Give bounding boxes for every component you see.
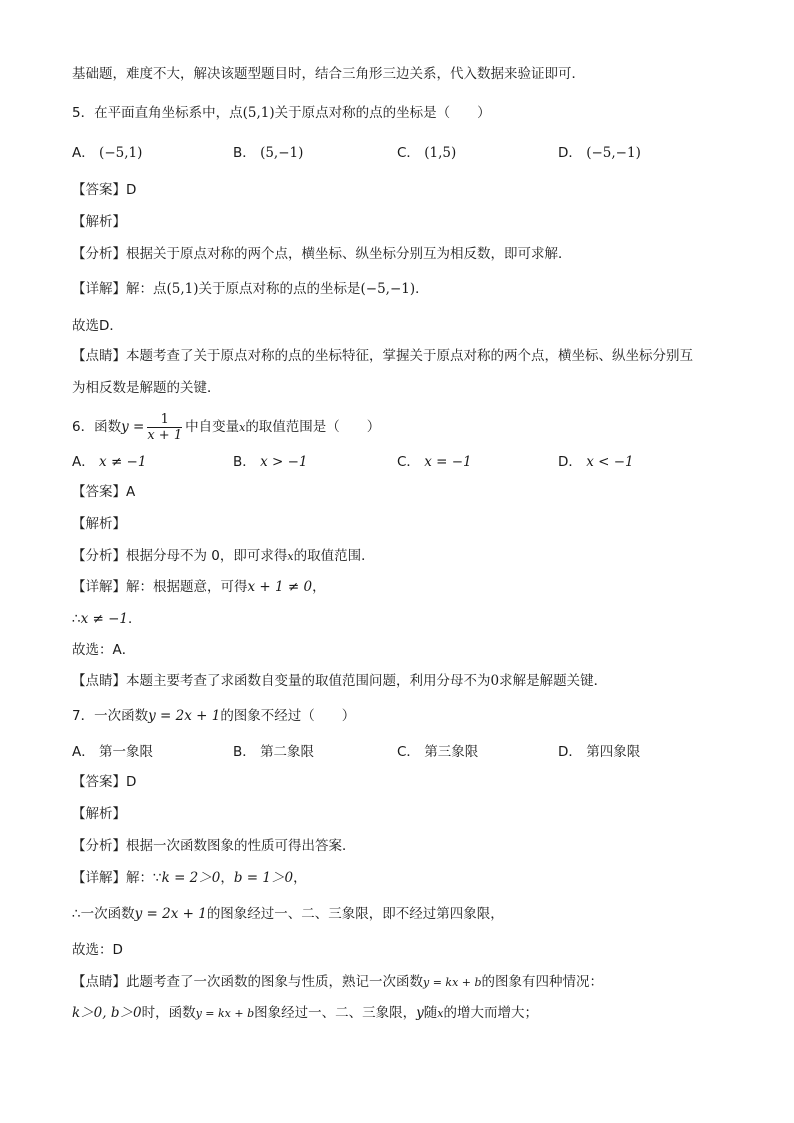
q6-option-d (558, 452, 634, 472)
fraction-numerator: 1 (147, 412, 182, 428)
option-label: C． (397, 454, 420, 470)
xiangjie-text: 解：点 (126, 281, 167, 297)
q7-option-c (397, 742, 478, 762)
q7-stem-start: 7．一次函数 (72, 708, 149, 724)
q6-y-eq: y = (121, 419, 145, 435)
xiangjie-tag: 【详解】 (72, 281, 126, 297)
last-text: 的增大而增大； (443, 1005, 538, 1021)
therefore-math: x ≠ −1 (80, 611, 129, 627)
therefore-end: ． (128, 611, 142, 627)
option-label: A． (72, 145, 95, 161)
q5-answer (72, 180, 136, 200)
option-label: D． (558, 454, 582, 470)
q6-dianjing (72, 671, 607, 691)
fenxi-tag: 【分析】 (72, 246, 126, 262)
q7-last-line (72, 1003, 538, 1024)
option-value: (5,−1) (260, 145, 304, 161)
option-value: (−5,−1) (586, 145, 641, 161)
last-function: y = kx + b (195, 1007, 255, 1020)
option-label: B． (233, 744, 256, 760)
therefore-symbol: ∴ (72, 611, 81, 627)
q6-stem-start: 6．函数 (72, 419, 122, 435)
option-value: x < −1 (586, 454, 634, 470)
xiangjie-text: 解：∵ (126, 870, 162, 886)
q5-xiangjie (72, 279, 429, 299)
q6-therefore (72, 609, 142, 629)
q6-option-c (397, 452, 472, 472)
q6-stem-mid: 中自变量 (185, 419, 240, 435)
fenxi-tag: 【分析】 (72, 548, 126, 564)
option-label: D． (558, 145, 582, 161)
q6-choice: 故选：A． (72, 642, 136, 658)
xiangjie-math: x + 1 ≠ 0 (247, 579, 313, 595)
fenxi-text: 的取值范围． (293, 548, 375, 564)
fenxi-text: 根据一次函数图象的性质可得出答案． (126, 838, 356, 854)
xiangjie-tag: 【详解】 (72, 870, 126, 886)
xiangjie-point: (5,1) (166, 281, 199, 297)
q7-stem-end: 的图象不经过（ ） (220, 708, 356, 724)
q6-analysis-tag: 【解析】 (72, 516, 126, 532)
fenxi-text: 根据关于原点对称的两个点，横坐标、纵坐标分别互为相反数，即可求解． (126, 246, 572, 262)
last-text: 图象经过一、二、三象限， (254, 1005, 417, 1021)
option-value: (1,5) (424, 145, 457, 161)
xiangjie-text: ， (293, 870, 307, 886)
q5-dianjing-cont: 为相反数是解题的关键． (72, 380, 221, 396)
answer-tag: 【答案】 (72, 484, 126, 500)
conclusion-text: 的图象经过一、二、三象限，即不经过第四象限， (206, 906, 504, 922)
xiangjie-tag: 【详解】 (72, 579, 126, 595)
answer-tag: 【答案】 (72, 774, 126, 790)
q7-dianjing (72, 972, 603, 993)
q6-option-a (72, 452, 146, 472)
xiangjie-result: (−5,−1) (360, 281, 416, 297)
answer-value: D (126, 774, 137, 790)
dianjing-tag: 【点睛】 (72, 348, 126, 364)
dianjing-tag: 【点睛】 (72, 673, 126, 689)
dianjing-text: 此题考查了一次函数的图象与性质，熟记一次函数 (126, 974, 423, 990)
q5-option-b (233, 143, 303, 163)
xiangjie-text: 解：根据题意，可得 (126, 579, 248, 595)
q5-stem-start: 5．在平面直角坐标系中，点 (72, 105, 243, 121)
last-text: 随 (423, 1005, 438, 1021)
answer-value: A (126, 484, 136, 500)
dianjing-text: 的图象有四种情况： (481, 974, 604, 990)
q5-point: (5,1) (242, 105, 275, 121)
q7-option-b (233, 742, 314, 762)
q7-choice: 故选：D (72, 942, 123, 958)
fenxi-tag: 【分析】 (72, 838, 126, 854)
last-y: y (416, 1005, 424, 1021)
q6-stem (72, 410, 380, 445)
q6-option-b (233, 452, 307, 472)
fenxi-text: 根据分母不为 0，即可求得 (126, 548, 288, 564)
dianjing-text: 本题考查了关于原点对称的点的坐标特征，掌握关于原点对称的两个点，横坐标、纵坐标分别互 (126, 348, 693, 364)
option-label: D． (558, 744, 582, 760)
q7-function: y = 2x + 1 (148, 708, 221, 724)
q7-option-d (558, 742, 640, 762)
option-value: 第一象限 (99, 744, 154, 760)
q5-option-a (72, 143, 142, 163)
q5-dianjing (72, 346, 693, 366)
q5-choice: 故选D． (72, 318, 123, 334)
fenxi-var: x (287, 550, 294, 563)
q6-fraction (147, 412, 182, 443)
xiangjie-text: ， (220, 870, 234, 886)
dianjing-function: y = kx + b (423, 976, 482, 989)
option-value: (−5,1) (99, 145, 143, 161)
q5-option-d (558, 143, 641, 163)
q5-option-c (397, 143, 456, 163)
q6-var: x (239, 421, 246, 434)
dianjing-tag: 【点睛】 (72, 974, 126, 990)
q7-fenxi (72, 836, 356, 856)
xiangjie-k: k = 2＞0 (161, 870, 221, 886)
option-label: B． (233, 145, 256, 161)
q7-xiangjie (72, 868, 307, 888)
dianjing-text: 求解是解题关键． (499, 673, 608, 689)
q5-fenxi (72, 244, 572, 264)
xiangjie-b: b = 1＞0 (233, 870, 294, 886)
option-label: A． (72, 454, 95, 470)
option-label: B． (233, 454, 256, 470)
last-x: x (437, 1007, 444, 1020)
q7-option-a (72, 742, 153, 762)
q7-answer (72, 772, 136, 792)
q5-analysis-tag: 【解析】 (72, 214, 126, 230)
conclusion-text: ∴一次函数 (72, 906, 135, 922)
option-label: A． (72, 744, 95, 760)
q5-stem (72, 103, 491, 123)
option-value: 第三象限 (424, 744, 479, 760)
answer-tag: 【答案】 (72, 182, 126, 198)
option-label: C． (397, 145, 420, 161)
option-value: x ≠ −1 (99, 454, 147, 470)
last-text: 时，函数 (141, 1005, 196, 1021)
q7-analysis-tag: 【解析】 (72, 806, 126, 822)
q5-stem-end: 关于原点对称的点的坐标是（ ） (274, 105, 491, 121)
xiangjie-text: ， (312, 579, 326, 595)
fraction-denominator: x + 1 (147, 427, 183, 443)
answer-value: D (126, 182, 137, 198)
xiangjie-text: 关于原点对称的点的坐标是 (198, 281, 361, 297)
option-value: x = −1 (424, 454, 472, 470)
q6-answer (72, 482, 135, 502)
option-label: C． (397, 744, 420, 760)
q6-stem-end: 的取值范围是（ ） (245, 419, 381, 435)
last-condition: k＞0, b＞0 (72, 1005, 142, 1021)
dianjing-zero: 0 (490, 673, 500, 689)
q6-xiangjie (72, 577, 326, 597)
dianjing-text: 本题主要考查了求函数自变量的取值范围问题，利用分母不为 (126, 673, 491, 689)
intro-line: 基础题，难度不大，解决该题型题目时，结合三角形三边关系，代入数据来验证即可． (72, 66, 585, 82)
conclusion-function: y = 2x + 1 (134, 906, 207, 922)
option-value: x > −1 (260, 454, 308, 470)
option-value: 第二象限 (260, 744, 315, 760)
q7-conclusion (72, 904, 504, 924)
xiangjie-text: ． (415, 281, 429, 297)
option-value: 第四象限 (586, 744, 641, 760)
q7-stem (72, 706, 355, 726)
q6-fenxi (72, 546, 375, 567)
